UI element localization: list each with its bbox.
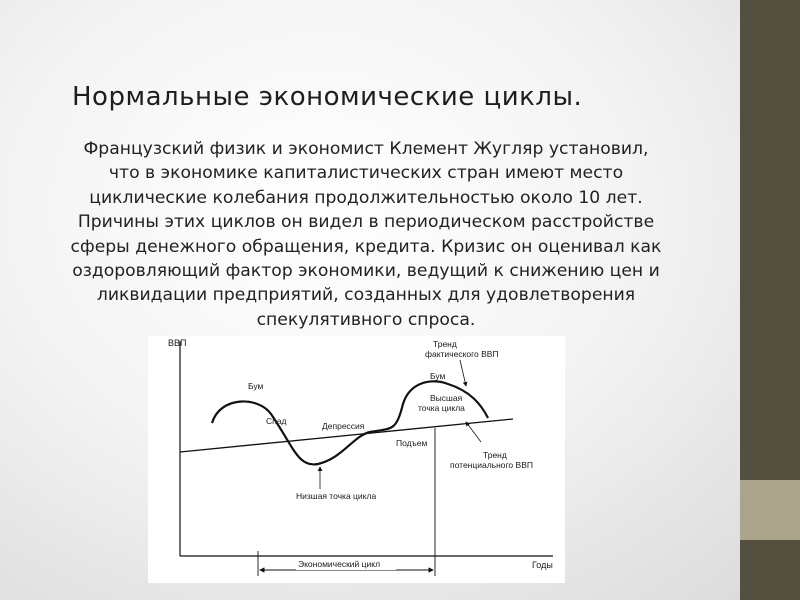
- potential-trend-pointer: [466, 422, 481, 442]
- label-cycle: Экономический цикл: [298, 559, 381, 569]
- slide-title: Нормальные экономические циклы.: [72, 82, 583, 112]
- economic-cycle-svg: [148, 336, 565, 583]
- actual-trend-pointer: [460, 360, 466, 386]
- label-potential-trend-line1: Тренд: [483, 450, 507, 460]
- label-potential-trend-line2: потенциального ВВП: [450, 460, 533, 470]
- label-trough: Низшая точка цикла: [296, 491, 377, 501]
- side-decor-accent: [740, 480, 800, 540]
- x-axis-label: Годы: [532, 560, 553, 570]
- label-boom-left: Бум: [248, 381, 264, 391]
- label-peak-line2: точка цикла: [418, 403, 465, 413]
- label-actual-trend-line2: фактического ВВП: [425, 349, 499, 359]
- slide-paragraph: Французский физик и экономист Клемент Жугляр установил, что в экономике капиталистических стран имеют место циклические колебания продолжительностью около 10 лет. Причины этих циклов он видел в периодическом расстройстве сферы денежного обращения, кредита. Кризис он оценивал как оздоровляющий фактор экономики, ведущий к снижению цен и ликвидации предприятий, созданных для удовлетворения спекулятивного спроса.: [70, 139, 662, 330]
- label-actual-trend-line1: Тренд: [433, 339, 457, 349]
- y-axis-label: ВВП: [168, 338, 187, 348]
- label-depression: Депрессия: [322, 421, 365, 431]
- side-decor-strip: [740, 0, 800, 600]
- label-peak-line1: Высшая: [430, 393, 463, 403]
- label-boom-right: Бум: [430, 371, 446, 381]
- economic-cycle-diagram: [148, 336, 565, 583]
- label-recovery: Подъем: [396, 438, 428, 448]
- label-recession: Спад: [266, 416, 287, 426]
